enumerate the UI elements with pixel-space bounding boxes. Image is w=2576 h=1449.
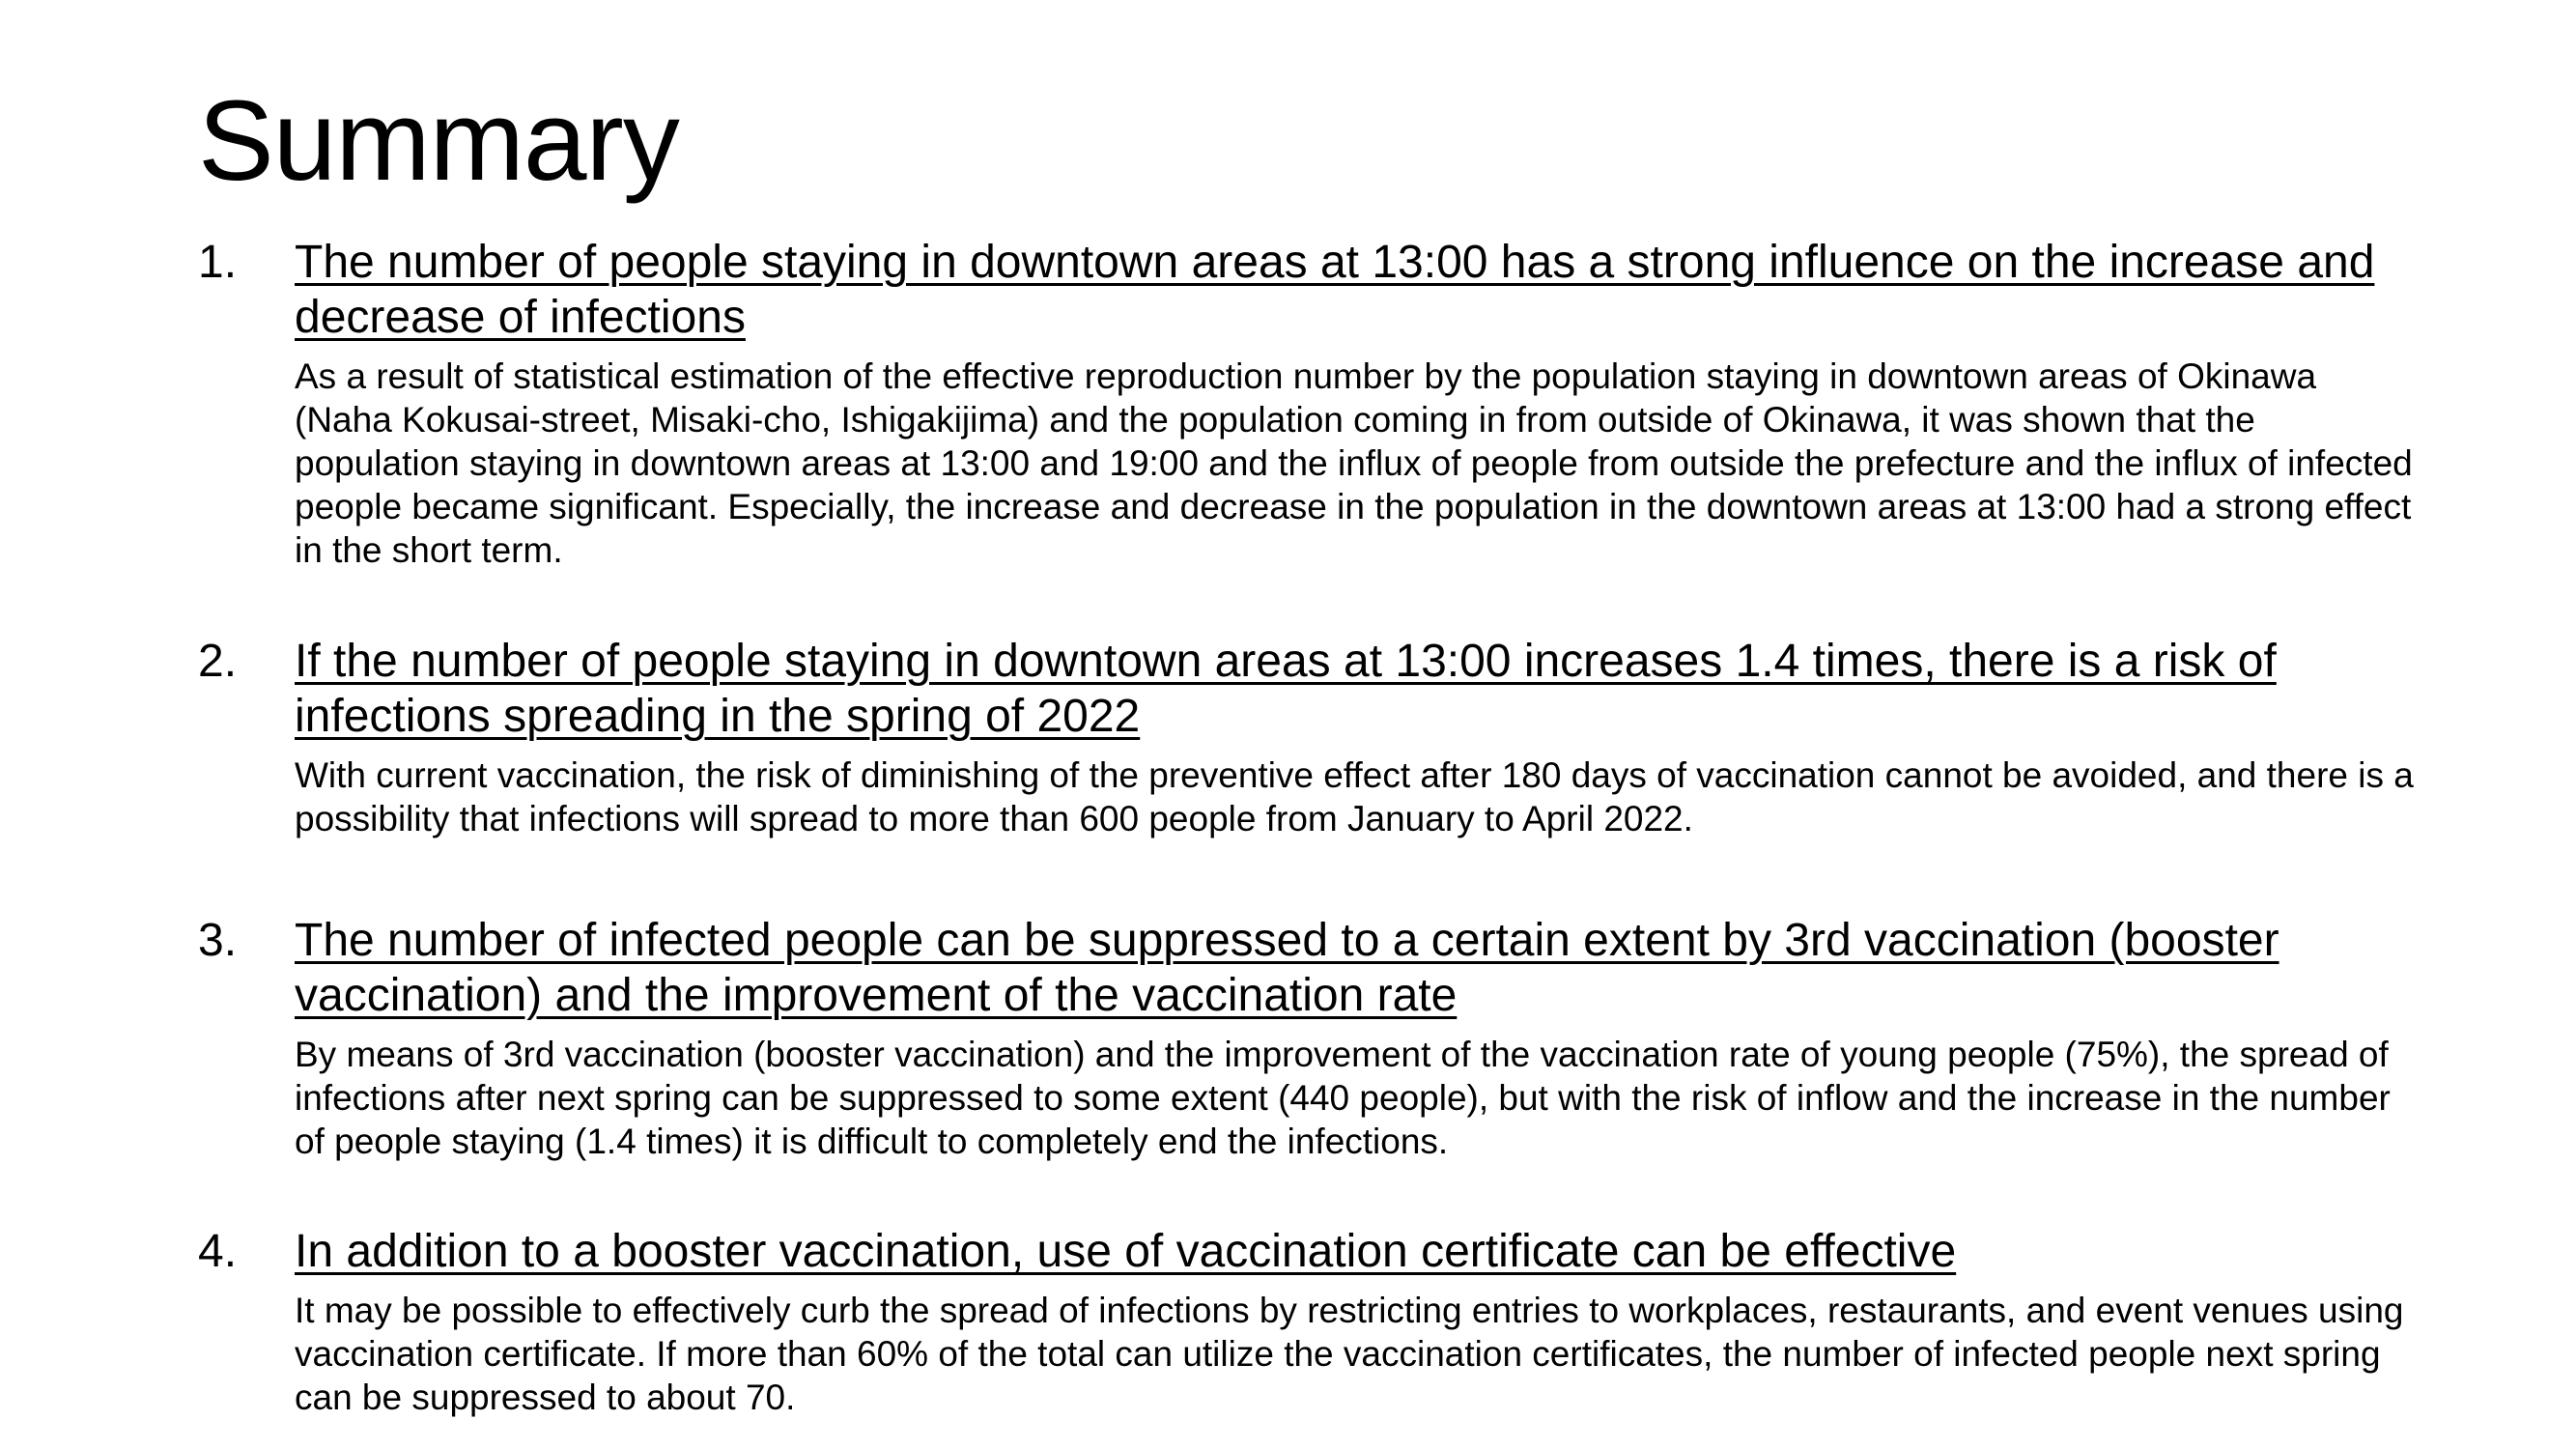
summary-item-4 bbox=[198, 1224, 2420, 1419]
item-heading: The number of people staying in downtown areas at 13:00 has a strong influence on the increase and decrease of infections bbox=[295, 237, 2375, 343]
item-number: 3. bbox=[198, 915, 238, 966]
item-number: 4. bbox=[198, 1226, 238, 1277]
item-body: By means of 3rd vaccination (booster vaccination) and the improvement of the vaccination rate of young people (75%), the spread of infections after next spring can be suppressed to some extent (440 people), but with the risk of inflow and the increase in the number of people staying (1.4 times) it is difficult to completely end the infections. bbox=[295, 1035, 2391, 1161]
item-body: With current vaccination, the risk of diminishing of the preventive effect after 180 days of vaccination cannot be avoided, and there is a possibility that infections will spread to more than 600 people from January to April 2022. bbox=[295, 755, 2414, 838]
page-title: Summary bbox=[198, 77, 679, 205]
summary-item-3 bbox=[198, 913, 2420, 1163]
item-heading: The number of infected people can be suppressed to a certain extent by 3rd vaccination (booster vaccination) and the improvement of the vaccination rate bbox=[295, 915, 2279, 1021]
summary-item-2 bbox=[198, 634, 2420, 840]
item-heading: If the number of people staying in downtown areas at 13:00 increases 1.4 times, there is a risk of infections spreading in the spring of 2022 bbox=[295, 636, 2277, 742]
item-number: 2. bbox=[198, 636, 238, 687]
item-body: It may be possible to effectively curb the spread of infections by restricting entries to workplaces, restaurants, and event venues using vaccination certificate. If more than 60% of the total can utilize the vaccination certificates, the number of infected people next spring can be suppressed to about 70. bbox=[295, 1291, 2404, 1417]
item-body: As a result of statistical estimation of the effective reproduction number by the population staying in downtown areas of Okinawa (Naha Kokusai-street, Misaki-cho, Ishigakijima) and the population coming in from outside of Okinawa, it was shown that the population staying in downtown areas at 13:00 and 19:00 and the influx of people from outside the prefecture and the influx of infected people became significant. Especially, the increase and decrease in the population in the downtown areas at 13:00 had a strong effect in the short term. bbox=[295, 356, 2413, 570]
item-heading: In addition to a booster vaccination, use of vaccination certificate can be effective bbox=[295, 1226, 1957, 1277]
item-number: 1. bbox=[198, 237, 238, 288]
summary-item-1 bbox=[198, 235, 2420, 572]
